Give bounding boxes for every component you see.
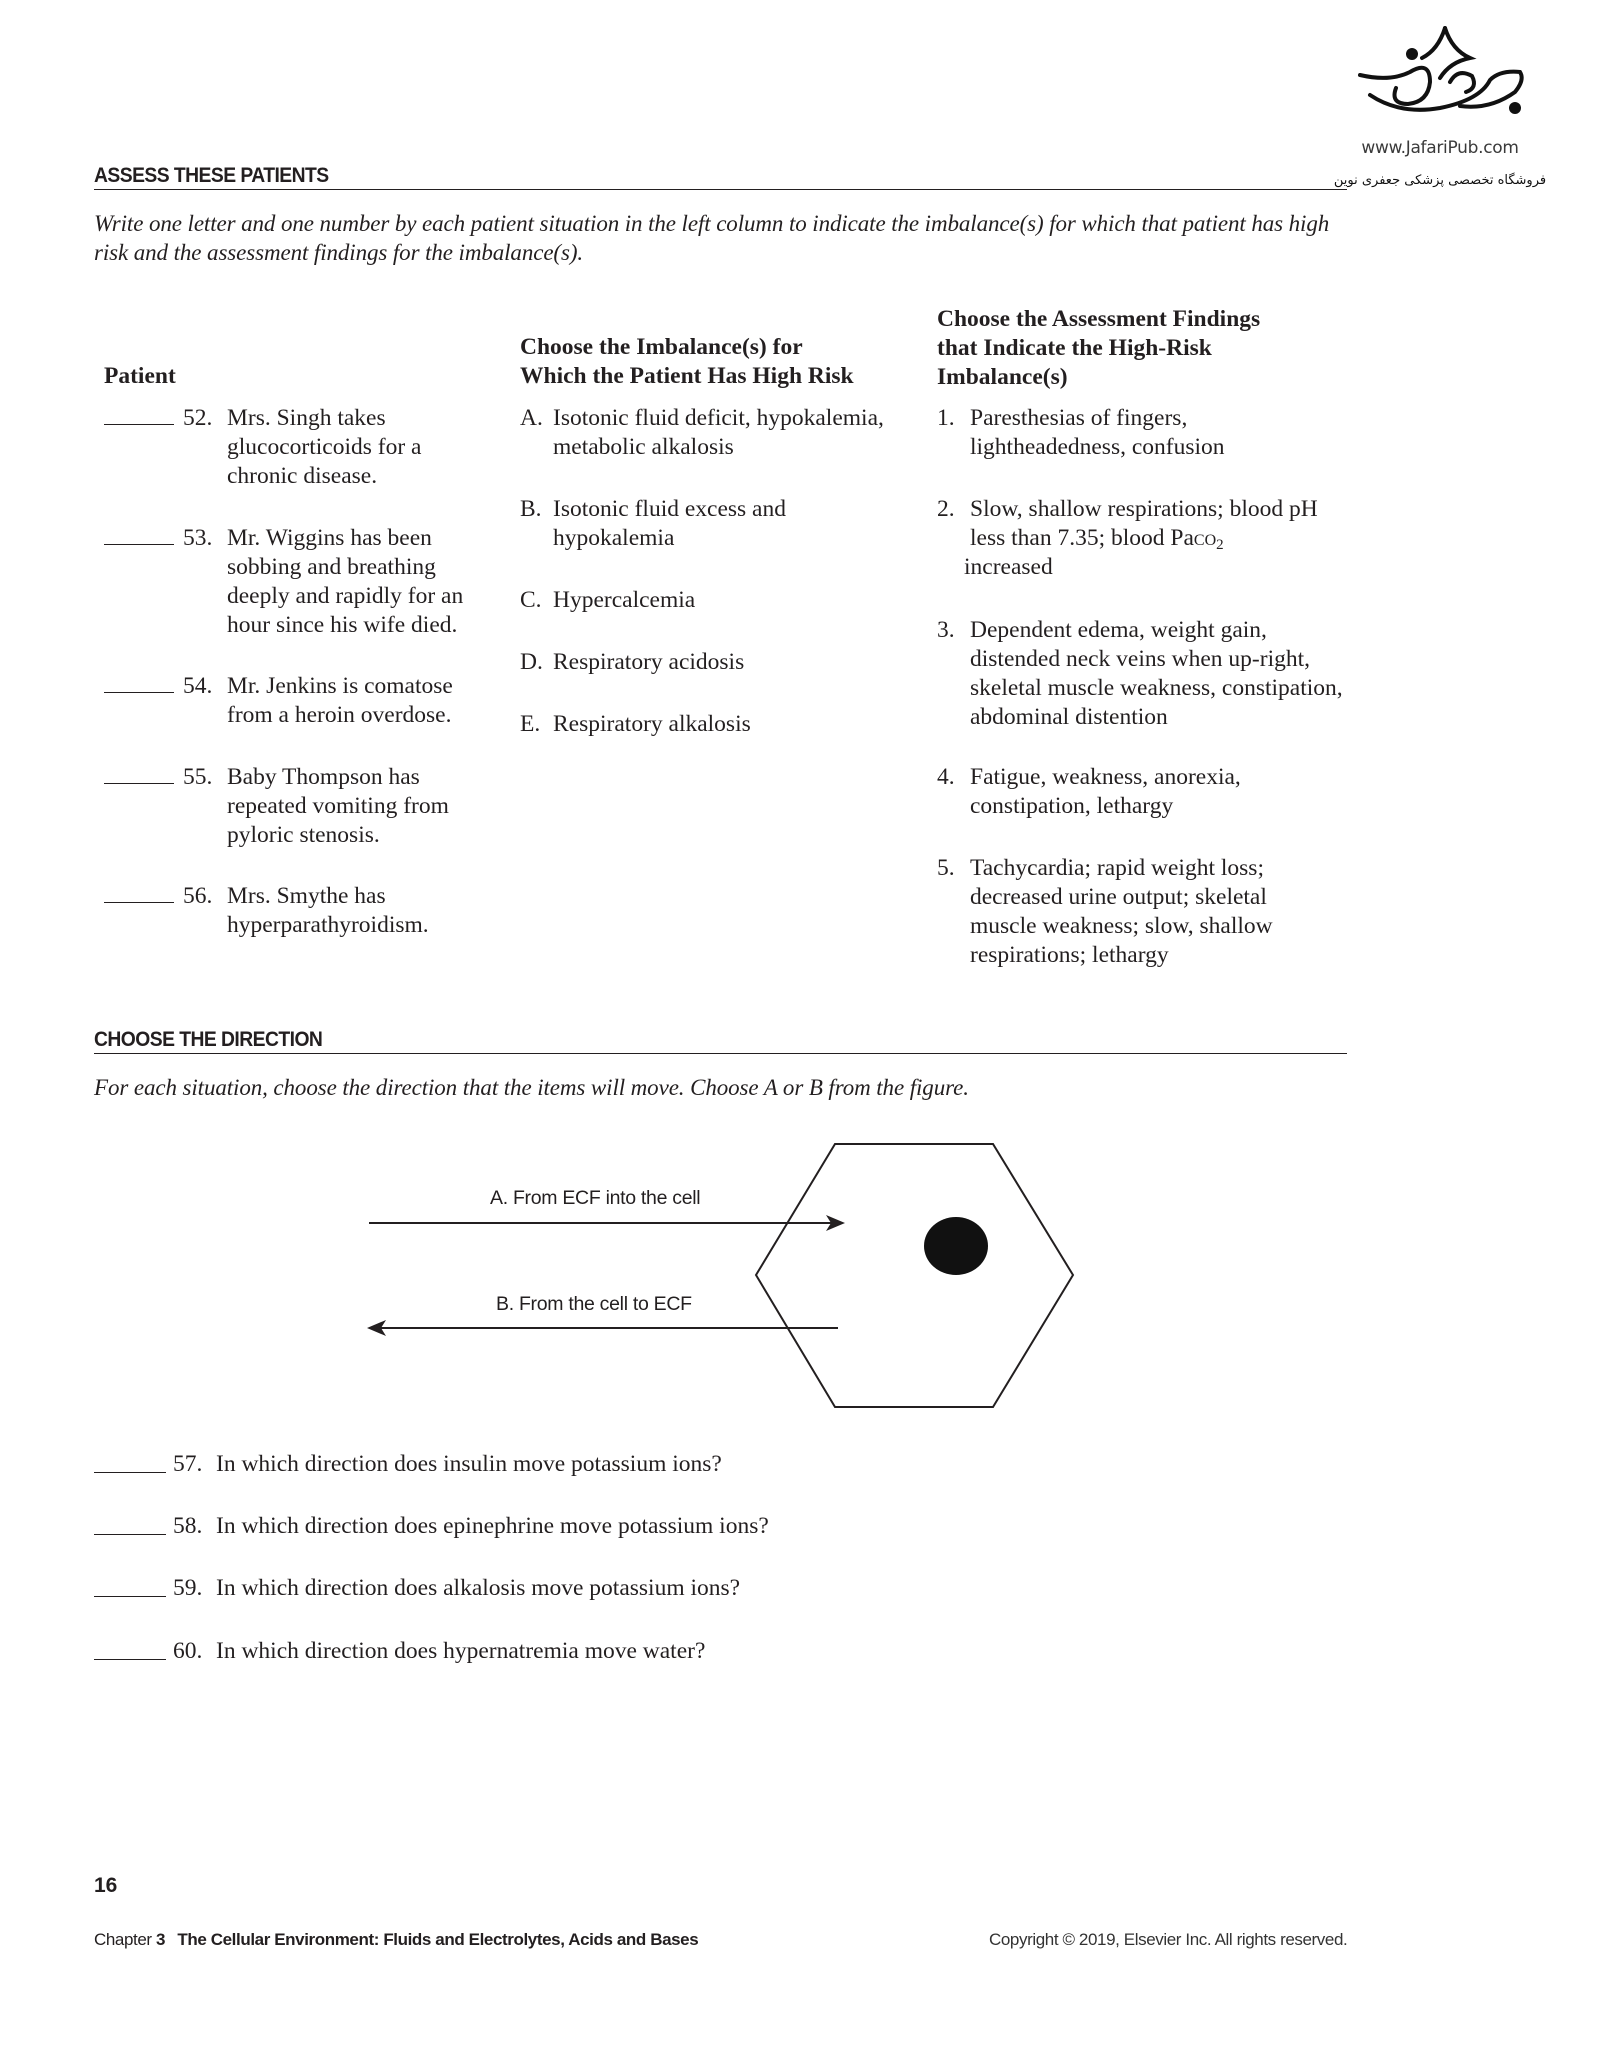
option-label: D.	[520, 649, 543, 675]
option-label: B.	[520, 496, 542, 522]
option-label: 1.	[937, 405, 955, 431]
column-header-imbalance-line1: Choose the Imbalance(s) for	[520, 334, 803, 360]
direction-instructions: For each situation, choose the direction that the items will move. Choose A or B from the figure.	[94, 1075, 969, 1100]
option-text: Tachycardia; rapid weight loss; decreased urine output; skeletal muscle weakness; slow, shallow respirations; lethargy	[970, 855, 1273, 968]
option-label: 2.	[937, 496, 955, 522]
finding-text-part: increased	[964, 554, 1053, 580]
publisher-url: www.JafariPub.com	[1361, 138, 1519, 158]
patient-description: Mr. Jenkins is comatose from a heroin overdose.	[227, 673, 453, 728]
patient-description: Mrs. Singh takes glucocorticoids for a chronic disease.	[227, 405, 422, 489]
chapter-word: Chapter	[94, 1930, 152, 1949]
item-number: 60.	[173, 1638, 203, 1664]
answer-blank[interactable]	[94, 1659, 166, 1660]
item-number: 57.	[173, 1451, 203, 1477]
publisher-logo	[1320, 20, 1580, 188]
assess-instructions: Write one letter and one number by each patient situation in the left column to indicate the imbalance(s) for which that patient has high risk and the assessment findings for the imbalance(s).	[94, 211, 1330, 265]
question-text: In which direction does insulin move potassium ions?	[216, 1451, 722, 1477]
page-number: 16	[94, 1874, 118, 1897]
answer-blank[interactable]	[94, 1534, 166, 1535]
option-text: Hypercalcemia	[553, 587, 696, 613]
column-header-findings-line3: Imbalance(s)	[937, 364, 1068, 390]
column-header-findings-line2: that Indicate the High-Risk	[937, 335, 1212, 361]
finding-text-smallcaps: co	[1193, 525, 1217, 551]
answer-blank[interactable]	[104, 424, 174, 425]
option-text	[964, 495, 1340, 582]
item-number: 55.	[183, 764, 213, 790]
finding-text-part: Slow, shallow respirations; blood pH less than 7.35; blood Pa	[970, 496, 1318, 551]
answer-blank[interactable]	[94, 1472, 166, 1473]
column-header-findings	[937, 305, 1260, 392]
option-text: Isotonic fluid excess and hypokalemia	[553, 496, 786, 551]
option-text: Paresthesias of fingers, lightheadedness, confusion	[970, 405, 1225, 460]
option-label: 5.	[937, 855, 955, 881]
arrow-b-label: B. From the cell to ECF	[496, 1293, 692, 1315]
item-number: 53.	[183, 525, 213, 551]
item-number: 52.	[183, 405, 213, 431]
question-text: In which direction does epinephrine move potassium ions?	[216, 1513, 769, 1539]
chapter-footer	[94, 1930, 698, 1950]
answer-blank[interactable]	[94, 1596, 166, 1597]
option-text: Respiratory alkalosis	[553, 711, 751, 737]
option-label: A.	[520, 405, 543, 431]
arrow-right-icon	[826, 1215, 845, 1231]
chapter-title: The Cellular Environment: Fluids and Electrolytes, Acids and Bases	[177, 1930, 699, 1949]
option-label: E.	[520, 711, 541, 737]
calligraphy-logo-icon	[1340, 20, 1540, 135]
answer-blank[interactable]	[104, 783, 174, 784]
option-text: Respiratory acidosis	[553, 649, 745, 675]
copyright-notice: Copyright © 2019, Elsevier Inc. All rights reserved.	[989, 1930, 1348, 1949]
option-label: 3.	[937, 617, 955, 643]
publisher-persian-tagline: فروشگاه تخصصی پزشکی جعفری نوین	[1333, 173, 1547, 188]
arrow-left-icon	[367, 1320, 386, 1336]
section-heading-text: ASSESS THESE PATIENTS	[94, 164, 329, 187]
item-number: 59.	[173, 1575, 203, 1601]
option-label: 4.	[937, 764, 955, 790]
option-text: Fatigue, weakness, anorexia, constipation, lethargy	[970, 764, 1241, 819]
patient-description: Baby Thompson has repeated vomiting from pyloric stenosis.	[227, 764, 449, 848]
arrow-a-label: A. From ECF into the cell	[490, 1187, 701, 1209]
nucleus-icon	[924, 1217, 988, 1275]
column-header-patient: Patient	[104, 363, 176, 389]
item-number: 58.	[173, 1513, 203, 1539]
finding-text-subscript: 2	[1216, 537, 1224, 553]
item-number: 54.	[183, 673, 213, 699]
option-text: Dependent edema, weight gain, distended neck veins when up-right, skeletal muscle weakness, constipation, abdominal distention	[970, 617, 1343, 730]
patient-description: Mr. Wiggins has been sobbing and breathing deeply and rapidly for an hour since his wife died.	[227, 525, 464, 638]
question-text: In which direction does hypernatremia move water?	[216, 1638, 706, 1664]
section-heading-direction	[94, 1028, 1347, 1054]
column-header-imbalance-line2: Which the Patient Has High Risk	[520, 363, 854, 389]
patient-description: Mrs. Smythe has hyperparathyroidism.	[227, 883, 429, 938]
option-text: Isotonic fluid deficit, hypokalemia, metabolic alkalosis	[553, 405, 884, 460]
answer-blank[interactable]	[104, 544, 174, 545]
item-number: 56.	[183, 883, 213, 909]
section-heading-text: CHOOSE THE DIRECTION	[94, 1028, 323, 1051]
section-heading-assess	[94, 164, 1347, 190]
question-text: In which direction does alkalosis move potassium ions?	[216, 1575, 741, 1601]
answer-blank[interactable]	[104, 692, 174, 693]
answer-blank[interactable]	[104, 902, 174, 903]
column-header-findings-line1: Choose the Assessment Findings	[937, 306, 1261, 332]
option-label: C.	[520, 587, 542, 613]
chapter-number: 3	[156, 1930, 166, 1949]
cell-hexagon-icon	[756, 1144, 1073, 1407]
column-header-imbalance	[520, 333, 854, 391]
